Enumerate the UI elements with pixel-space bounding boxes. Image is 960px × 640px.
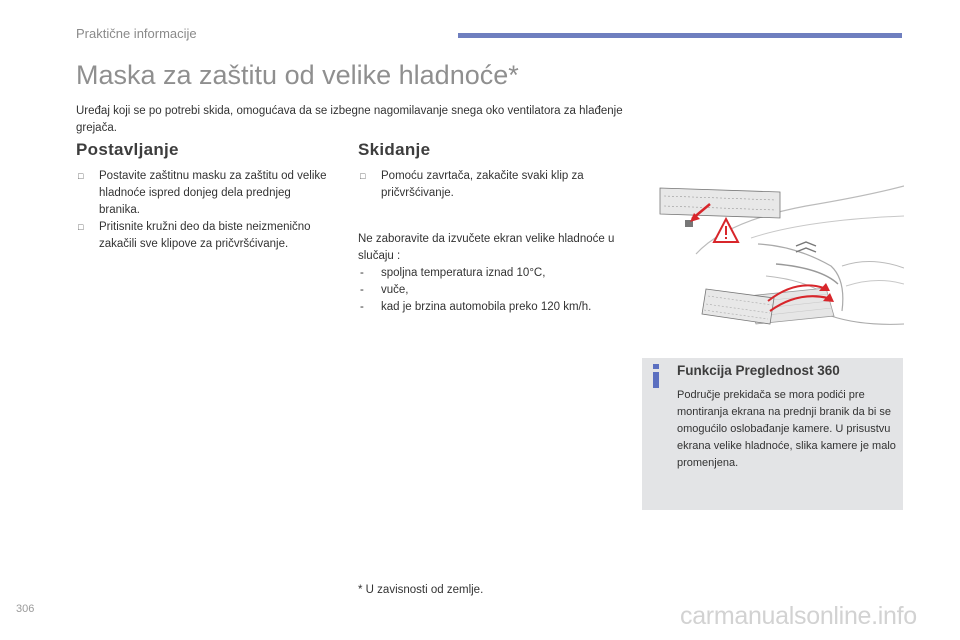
list-item: [358, 168, 618, 202]
condition-1: spoljna temperatura iznad 10°C,: [381, 267, 546, 279]
dash-bullet: -: [360, 301, 364, 313]
info-text: Područje prekidača se mora podići pre montiranja ekrana na prednji branik da bi se omogućilo oslobađanje kamere. U prisustvu ekrana velike hladnoće, slika kamere je malo promenjena.: [677, 389, 896, 469]
mounting-step-1: Postavite zaštitnu masku za zaštitu od velike hladnoće ispred donjeg dela prednjeg branika.: [99, 170, 327, 216]
list-item: [358, 282, 628, 299]
page-title: Maska za zaštitu od velike hladnoće*: [76, 60, 519, 90]
list-item: [358, 265, 628, 282]
remember-intro: Ne zaboravite da izvučete ekran velike hladnoće u slučaju :: [358, 233, 615, 262]
removal-step-1: Pomoću zavrtača, zakačite svaki klip za pričvršćivanje.: [381, 170, 584, 199]
dash-bullet: -: [360, 284, 364, 296]
mounting-list: [76, 168, 331, 253]
condition-2: vuče,: [381, 284, 409, 296]
info-title: Funkcija Preglednost 360: [677, 363, 840, 378]
removal-list: [358, 168, 618, 202]
list-item: [76, 219, 331, 253]
car-front-illustration: [656, 176, 904, 328]
dash-bullet: -: [360, 267, 364, 279]
clip-detail-upper: [660, 188, 780, 227]
checkbox-bullet-icon: □: [360, 171, 366, 181]
header-rule: [458, 33, 902, 38]
watermark: carmanualsonline.info: [680, 602, 917, 630]
header-section-title: Praktične informacije: [76, 26, 197, 41]
list-item: [76, 168, 331, 219]
removal-title: Skidanje: [358, 140, 431, 159]
checkbox-bullet-icon: □: [78, 222, 84, 232]
condition-3: kad je brzina automobila preko 120 km/h.: [381, 301, 592, 313]
intro-paragraph: Uređaj koji se po potrebi skida, omogućava da se izbegne nagomilavanje snega oko ventilatora za hlađenje grejača.: [76, 105, 623, 134]
info-icon: [649, 364, 663, 388]
remember-note: [358, 231, 628, 316]
mounting-step-2: Pritisnite kružni deo da biste neizmenično zakačili sve klipove za pričvršćivanje.: [99, 221, 311, 250]
footnote: * U zavisnosti od zemlje.: [358, 584, 484, 596]
warning-triangle-icon: [714, 219, 738, 242]
list-item: [358, 299, 628, 316]
page-number: 306: [16, 603, 35, 615]
mounting-title: Postavljanje: [76, 140, 179, 159]
checkbox-bullet-icon: □: [78, 171, 84, 181]
